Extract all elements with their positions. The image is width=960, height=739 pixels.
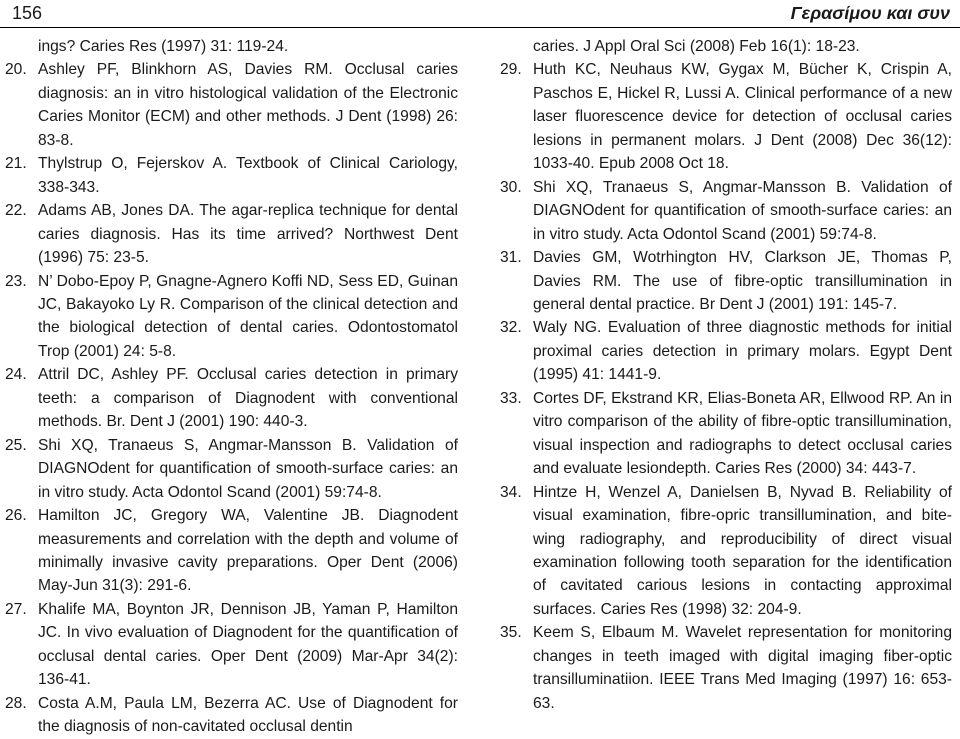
reference-text: Attril DC, Ashley PF. Occlusal caries detection in primary teeth: a comparison of Diagnodent with conventional methods. Br. Dent J (2001) 190: 440-3. xyxy=(38,366,458,431)
right-column xyxy=(500,35,952,715)
reference-25 xyxy=(5,434,458,504)
reference-text: Adams AB, Jones DA. The agar-replica technique for dental caries diagnosis. Has its time arrived? Northwest Dent (1996) 75: 23-5. xyxy=(38,202,458,267)
reference-number: 26. xyxy=(5,507,27,525)
reference-text: N’ Dobo-Epoy P, Gnagne-Agnero Koffi ND, Sess ED, Guinan JC, Bakayoko Ly R. Comparison of the clinical detection and the biological detection of dental caries. Odontostomatol Trop (2001) 24: 5-8. xyxy=(38,272,458,360)
reference-text: Shi XQ, Tranaeus S, Angmar-Mansson B. Validation of DIAGNOdent for quantification of smooth-surface caries: an in vitro study. Acta Odontol Scand (2001) 59:74-8. xyxy=(533,178,952,243)
page-number: 156 xyxy=(12,3,43,23)
reference-text: Davies GM, Wotrhington HV, Clarkson JE, Thomas P, Davies RM. The use of fibre-optic transillumination in general dental practice. Br Dent J (2001) 191: 145-7. xyxy=(533,249,952,313)
reference-31 xyxy=(500,246,952,316)
reference-number: 28. xyxy=(5,694,27,712)
reference-text: Ashley PF, Blinkhorn AS, Davies RM. Occlusal caries diagnosis: an in vitro histological validation of the Electronic Caries Monitor (ECM) and other methods. J Dent (1998) 26: 83-8. xyxy=(38,61,458,149)
reference-text: Cortes DF, Ekstrand KR, Elias-Boneta AR, Ellwood RP. An in vitro comparison of the ability of fibre-optic transillumination, visual inspection and radiographs to detect occlusal caries and evaluate lesiondepth. Caries Res (2000) 34: 443-7. xyxy=(533,389,952,478)
reference-text: Hamilton JC, Gregory WA, Valentine JB. Diagnodent measurements and correlation with the depth and volume of minimally invasive cavity preparations. Oper Dent (2006) May-Jun 31(3): 291-6. xyxy=(38,507,458,595)
reference-number: 27. xyxy=(5,600,27,618)
reference-text: Hintze H, Wenzel A, Danielsen B, Nyvad B. Reliability of visual examination, fibre-opric transillumination, and bite-wing radiography, and reproducibility of direct visual examination following tooth separation for the identification of cavitated carious lesions in contacting approximal surfaces. Caries Res (1998) 32: 204-9. xyxy=(533,483,952,618)
reference-text: Huth KC, Neuhaus KW, Gygax M, Bücher K, Crispin A, Paschos E, Hickel R, Lussi A. Clinical performance of a new laser fluorescence device for detection of occlusal caries lesions in permanent molars. J Dent (2008) Dec 36(12): 1033-40. Epub 2008 Oct 18. xyxy=(533,61,952,173)
reference-number: 30. xyxy=(500,178,522,196)
running-head: Γερασίμου και συν xyxy=(790,3,950,23)
reference-number: 24. xyxy=(5,366,27,384)
reference-20 xyxy=(5,58,458,152)
reference-text: Waly NG. Evaluation of three diagnostic methods for initial proximal caries detection in primary molars. Egypt Dent (1995) 41: 1441-9. xyxy=(533,319,952,384)
reference-number: 23. xyxy=(5,272,27,290)
reference-23 xyxy=(5,270,458,364)
reference-21 xyxy=(5,152,458,199)
reference-number: 31. xyxy=(500,249,522,267)
reference-24 xyxy=(5,363,458,433)
reference-text: Costa A.M, Paula LM, Bezerra AC. Use of Diagnodent for the diagnosis of non-cavitated occlusal dentin xyxy=(38,694,458,736)
reference-30 xyxy=(500,176,952,246)
page-header xyxy=(0,0,960,26)
reference-number: 34. xyxy=(500,483,522,501)
header-rule xyxy=(0,27,960,28)
reference-29 xyxy=(500,58,952,175)
reference-28 xyxy=(5,692,458,739)
reference-text: Shi XQ, Tranaeus S, Angmar-Mansson B. Validation of DIAGNOdent for quantification of smooth-surface caries: an in vitro study. Acta Odontol Scand (2001) 59:74-8. xyxy=(38,436,458,501)
reference-text: Khalife MA, Boynton JR, Dennison JB, Yaman P, Hamilton JC. In vivo evaluation of Diagnodent for the quantification of occlusal dental caries. Oper Dent (2009) Mar-Apr 34(2): 136-41. xyxy=(38,600,458,689)
reference-26 xyxy=(5,504,458,598)
reference-number: 29. xyxy=(500,61,522,79)
reference-32 xyxy=(500,316,952,386)
reference-number: 21. xyxy=(5,155,27,173)
reference-34 xyxy=(500,481,952,622)
reference-number: 33. xyxy=(500,389,522,407)
reference-text: Thylstrup O, Fejerskov A. Textbook of Clinical Cariology, 338-343. xyxy=(38,155,458,196)
reference-number: 25. xyxy=(5,436,27,454)
reference-35 xyxy=(500,621,952,715)
reference-33 xyxy=(500,387,952,481)
left-column xyxy=(5,35,458,739)
reference-text: Keem S, Elbaum M. Wavelet representation for monitoring changes in teeth imaged with digital imaging fiber-optic transilluminatiion. IEEE Trans Med Imaging (1997) 16: 653-63. xyxy=(533,624,952,712)
reference-number: 35. xyxy=(500,624,522,642)
reference-continuation: caries. J Appl Oral Sci (2008) Feb 16(1): 18-23. xyxy=(533,38,860,55)
reference-number: 20. xyxy=(5,61,27,79)
reference-22 xyxy=(5,199,458,269)
reference-27 xyxy=(5,598,458,692)
reference-continuation: ings? Caries Res (1997) 31: 119-24. xyxy=(38,38,289,55)
reference-number: 22. xyxy=(5,202,27,220)
reference-number: 32. xyxy=(500,319,522,337)
